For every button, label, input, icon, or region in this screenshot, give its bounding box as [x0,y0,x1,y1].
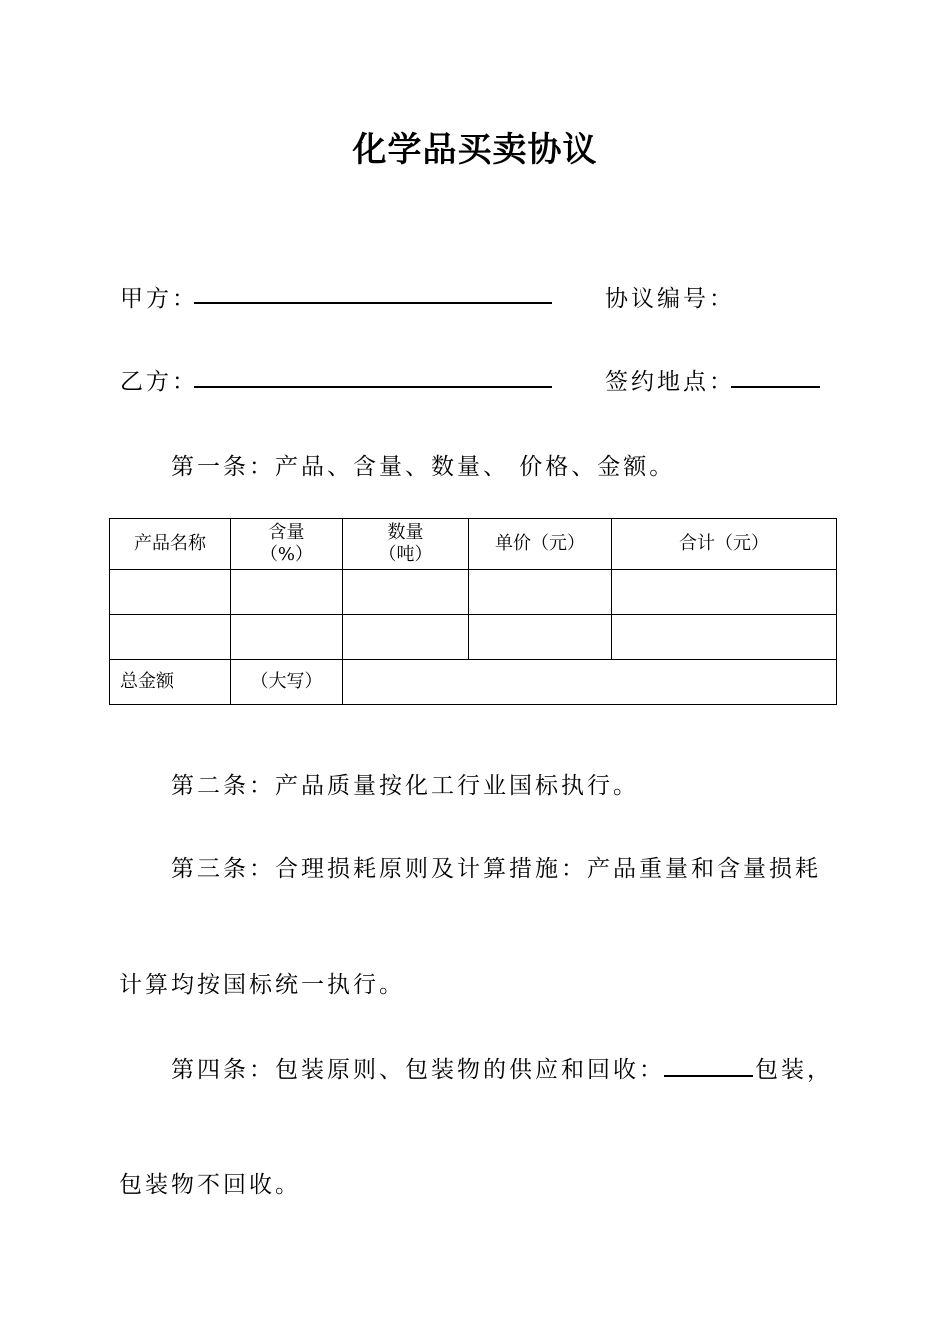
table-header-row [110,519,837,570]
table-cell[interactable] [343,615,469,660]
signing-place-label: 签约地点： [605,369,735,395]
article-4-line-2: 包装物不回收。 [119,1172,301,1198]
table-cell[interactable] [469,570,612,615]
table-cell[interactable] [612,570,837,615]
table-row [110,615,837,660]
table-cell[interactable] [469,615,612,660]
party-b-field[interactable] [194,386,552,388]
header-unit-price: 单价（元） [469,519,612,570]
header-content: 含量 （%） [231,519,343,570]
packaging-field[interactable] [664,1075,753,1077]
signing-place-field[interactable] [731,386,820,388]
agreement-no-label: 协议编号： [605,286,735,312]
party-b-label: 乙方： [120,369,198,395]
article-2: 第二条：产品质量按化工行业国标执行。 [171,773,639,799]
total-amount-field[interactable] [343,660,837,705]
total-caps-label: （大写） [231,660,343,705]
total-row [110,660,837,705]
article-3-line-1: 第三条：合理损耗原则及计算措施：产品重量和含量损耗 [171,856,821,882]
table-cell[interactable] [343,570,469,615]
document-title: 化学品买卖协议 [352,130,598,170]
article-4-prefix: 第四条：包装原则、包装物的供应和回收： [171,1057,665,1083]
table-cell[interactable] [231,615,343,660]
party-a-label: 甲方： [120,286,198,312]
header-subtotal: 合计（元） [612,519,837,570]
total-amount-label: 总金额 [110,660,231,705]
table-cell[interactable] [612,615,837,660]
party-a-field[interactable] [194,302,552,304]
header-quantity: 数量 （吨） [343,519,469,570]
article-1: 第一条：产品、含量、数量、 价格、金额。 [171,454,676,480]
article-3-line-2: 计算均按国标统一执行。 [119,972,405,998]
table-cell[interactable] [110,615,231,660]
table-row [110,570,837,615]
table-cell[interactable] [231,570,343,615]
table-cell[interactable] [110,570,231,615]
product-table [109,518,837,705]
article-4-suffix: 包装， [755,1057,833,1083]
header-product-name: 产品名称 [110,519,231,570]
